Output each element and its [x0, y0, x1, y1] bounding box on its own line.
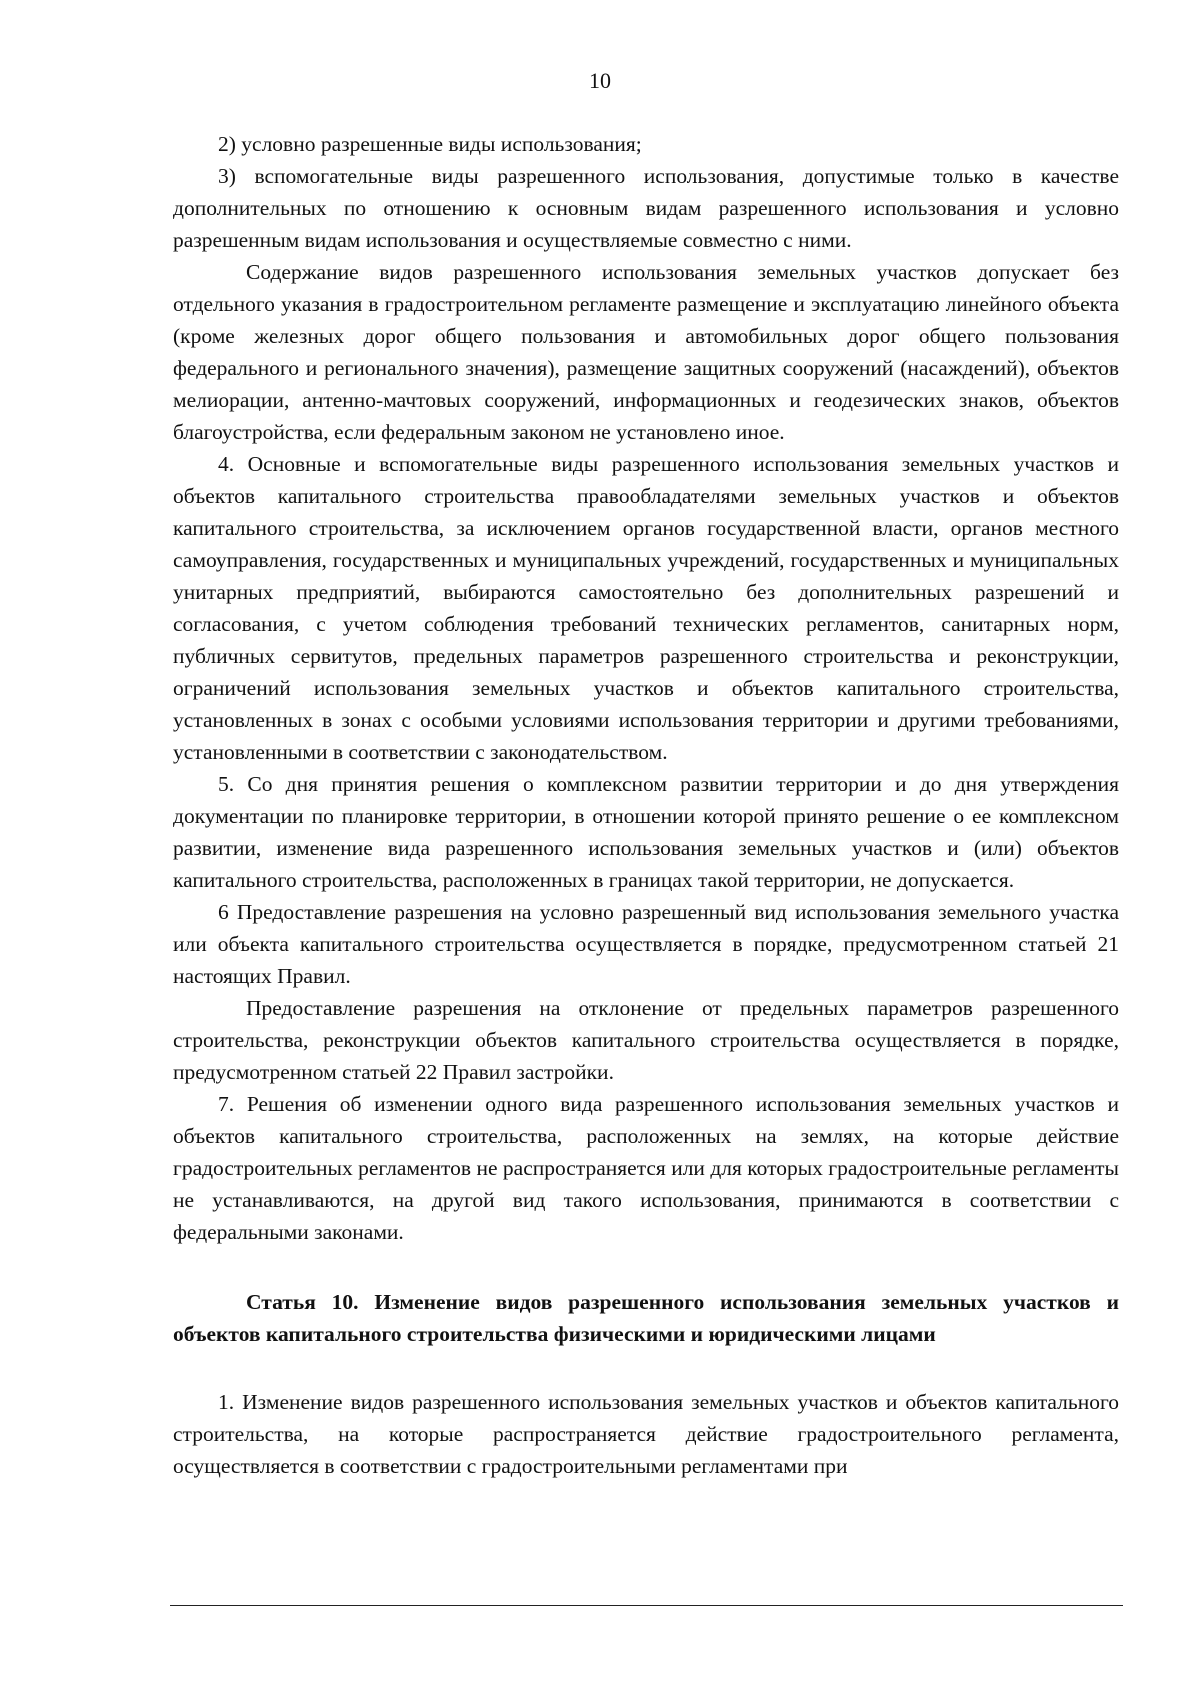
- article-10-heading: Статья 10. Изменение видов разрешенного использования земельных участков и объектов капитального строительства физическими и юридическими лицами: [173, 1290, 1119, 1346]
- paragraph-point-5: 5. Со дня принятия решения о комплексном развитии территории и до дня утверждения документации по планировке территории, в отношении которой принято решение о ее комплексном развитии, изменение вида разрешенного использования земельных участков и (или) объектов капитального строительства, расположенных в границах такой территории, не допускается.: [173, 772, 1119, 892]
- article-10-paragraph-1: 1. Изменение видов разрешенного использования земельных участков и объектов капитального строительства, на которые распространяется действие градостроительного регламента, осуществляется в соответствии с градостроительными регламентами при: [173, 1390, 1119, 1478]
- paragraph-item-3: 3) вспомогательные виды разрешенного использования, допустимые только в качестве дополнительных по отношению к основным видам разрешенного использования и условно разрешенным видам использования и осуществляемые совместно с ними.: [173, 164, 1119, 252]
- page-body: [173, 128, 1119, 1482]
- paragraph-deviation-permit: Предоставление разрешения на отклонение от предельных параметров разрешенного строительства, реконструкции объектов капитального строительства осуществляется в порядке, предусмотренном статьей 22 Правил застройки.: [173, 996, 1119, 1084]
- paragraph-point-6: 6 Предоставление разрешения на условно разрешенный вид использования земельного участка или объекта капитального строительства осуществляется в порядке, предусмотренном статьей 21 настоящих Правил.: [173, 900, 1119, 988]
- paragraph-point-4: 4. Основные и вспомогательные виды разрешенного использования земельных участков и объектов капитального строительства правообладателями земельных участков и объектов капитального строительства, за исключением органов государственной власти, органов местного самоуправления, государственных и муниципальных учреждений, государственных и муниципальных унитарных предприятий, выбираются самостоятельно без дополнительных разрешений и согласования, с учетом соблюдения требований технических регламентов, санитарных норм, публичных сервитутов, предельных параметров разрешенного строительства и реконструкции, ограничений использования земельных участков и объектов капитального строительства, установленных в зонах с особыми условиями использования территории и другими требованиями, установленными в соответствии с законодательством.: [173, 452, 1119, 764]
- paragraph-point-7: 7. Решения об изменении одного вида разрешенного использования земельных участков и объектов капитального строительства, расположенных на землях, на которые действие градостроительных регламентов не распространяется или для которых градостроительные регламенты не устанавливаются, на другой вид такого использования, принимаются в соответствии с федеральными законами.: [173, 1092, 1119, 1244]
- paragraph-content-of-use-types: Содержание видов разрешенного использования земельных участков допускает без отдельного указания в градостроительном регламенте размещение и эксплуатацию линейного объекта (кроме железных дорог общего пользования и автомобильных дорог общего пользования федерального и регионального значения), размещение защитных сооружений (насаждений), объектов мелиорации, антенно-мачтовых сооружений, информационных и геодезических знаков, объектов благоустройства, если федеральным законом не установлено иное.: [173, 260, 1119, 444]
- footer-divider: [170, 1605, 1123, 1606]
- paragraph-item-2: 2) условно разрешенные виды использования;: [218, 132, 642, 156]
- page-number: 10: [589, 68, 611, 93]
